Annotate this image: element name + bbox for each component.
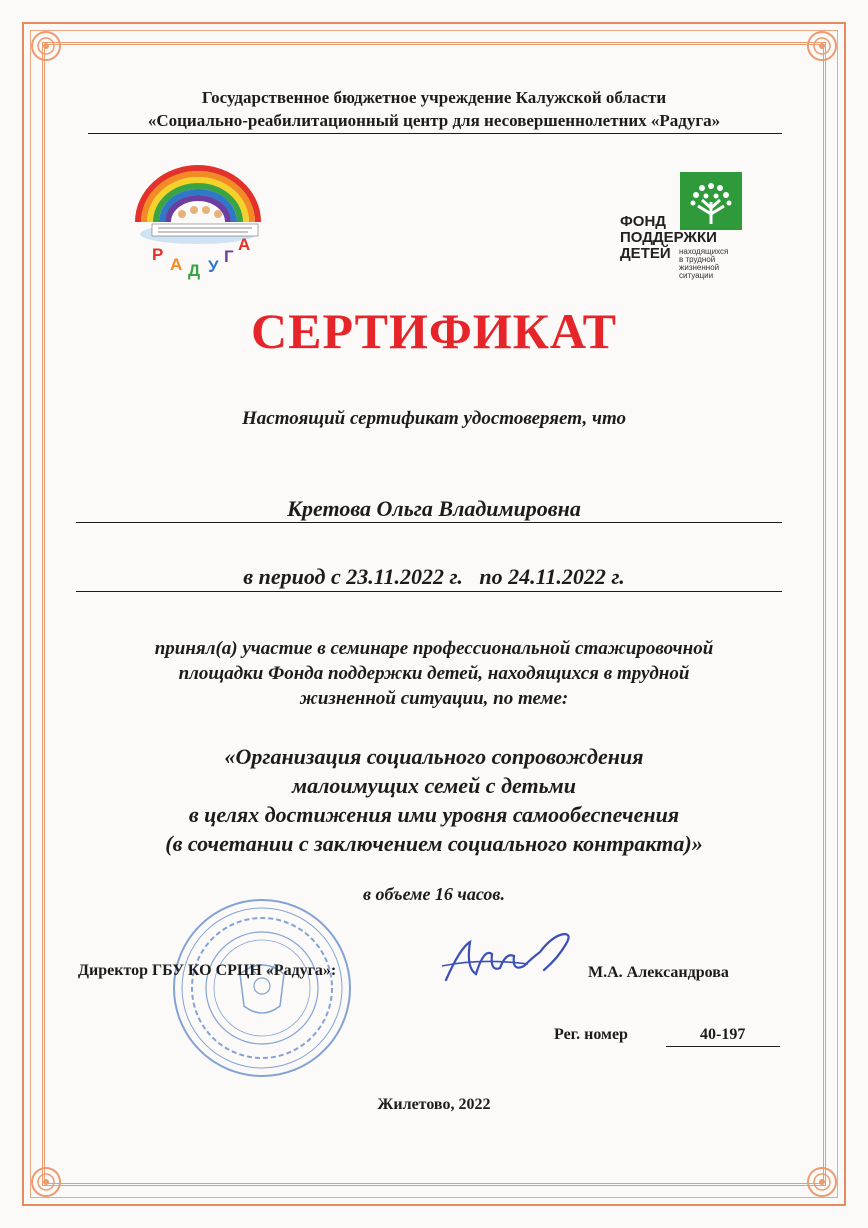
fund-logo-line3: ДЕТЕЙ [620, 245, 671, 262]
director-name: М.А. Александрова [588, 964, 729, 981]
raduga-logo [132, 162, 264, 286]
seminar-theme [60, 742, 808, 858]
director-signature [440, 928, 580, 992]
corner-ornament-top-right [800, 24, 844, 68]
volume-text: в объеме 16 часов. [363, 884, 505, 904]
svg-text:Р: Р [152, 245, 164, 264]
theme-line2: малоимущих семей с детьми [292, 773, 576, 798]
institution-name-line1: Государственное бюджетное учреждение Калужской области [201, 88, 667, 107]
certificate-title: СЕРТИФИКАТ [250, 303, 617, 359]
participation-line3: жизненной ситуации, по теме: [299, 688, 569, 709]
corner-ornament-top-left [24, 24, 68, 68]
fund-logo-line2: ПОДДЕРЖКИ [620, 229, 717, 246]
certifies-text: Настоящий сертификат удостоверяет, что [242, 408, 626, 429]
institution-name-line2: «Социально-реабилитационный центр для несовершеннолетних «Радуга» [147, 111, 721, 130]
person-name: Кретова Ольга Владимировна [287, 496, 581, 521]
fund-logo-small2: в трудной [679, 255, 716, 264]
period-text: в период с 23.11.2022 г. по 24.11.2022 г. [243, 564, 625, 589]
svg-text:А: А [170, 255, 183, 274]
place-year: Жилетово, 2022 [377, 1096, 491, 1113]
theme-line3: в целях достижения ими уровня самообеспечения [188, 802, 680, 827]
official-stamp [170, 896, 354, 1080]
corner-ornament-bottom-right [800, 1160, 844, 1204]
svg-text:У: У [208, 257, 219, 276]
fund-logo-small3: жизненной [679, 263, 720, 272]
theme-line4: (в сочетании с заключением социального контракта)» [165, 831, 703, 856]
svg-text:Д: Д [188, 261, 201, 280]
reg-number-label: Рег. номер [554, 1026, 628, 1043]
fund-logo-small-text [679, 248, 728, 280]
participation-line2: площадки Фонда поддержки детей, находящихся в трудной [178, 663, 690, 684]
director-label: Директор ГБУ КО СРЦН «Радуга»: [78, 962, 337, 979]
header-underline [88, 133, 782, 134]
corner-ornament-bottom-left [24, 1160, 68, 1204]
fund-logo-small1: находящихся [679, 247, 729, 256]
reg-number-value: 40-197 [700, 1026, 746, 1043]
svg-text:Г: Г [224, 247, 234, 266]
fund-logo-small4: ситуации [679, 271, 714, 280]
fund-logo-line1: ФОНД [620, 213, 666, 230]
participation-text [60, 636, 808, 711]
svg-text:А: А [238, 235, 251, 254]
name-underline [76, 522, 782, 523]
reg-number-underline [666, 1046, 780, 1047]
period-underline [76, 591, 782, 592]
participation-line1: принял(а) участие в семинаре профессиональной стажировочной [154, 638, 714, 659]
theme-line1: «Организация социального сопровождения [224, 744, 644, 769]
